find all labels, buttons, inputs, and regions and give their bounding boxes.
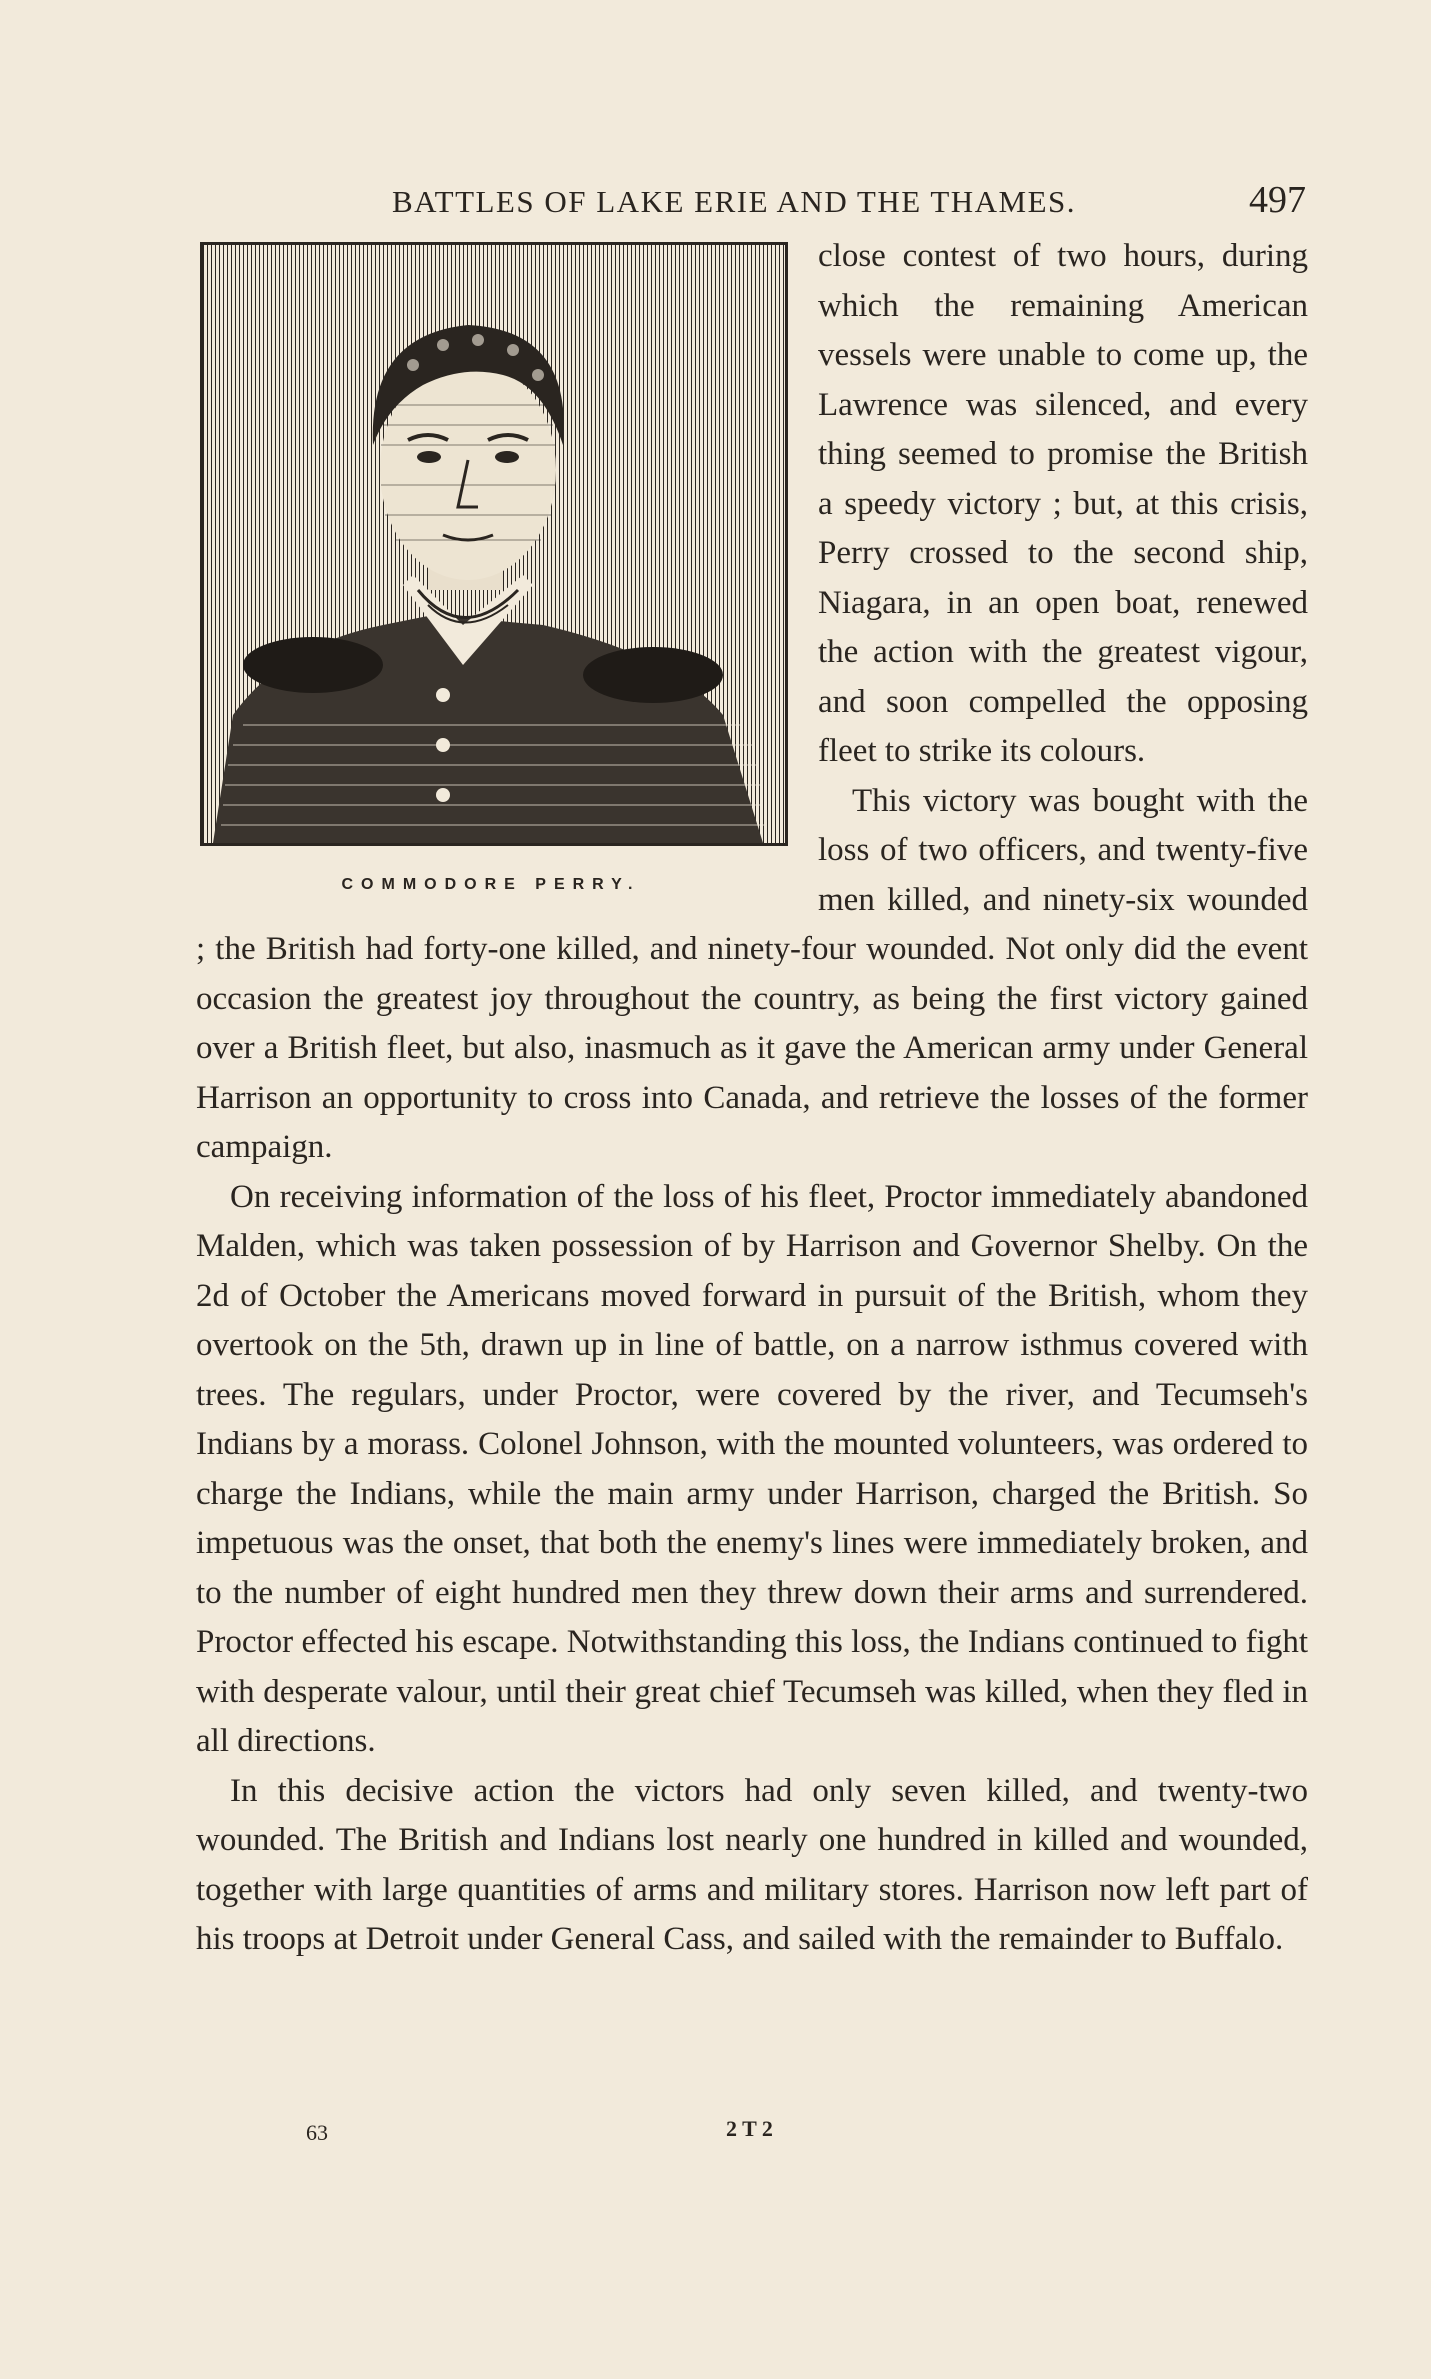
paragraph-3: On receiving information of the loss of his fleet, Proctor immediately abandoned Malden, which was taken possession of by Harrison and Governor Shelby. On the 2d of October the Americans moved forward in pursuit of the British, whom they overtook on the 5th, drawn up in line of battle, on a narrow isthmus covered with trees. The regulars, under Proctor, were covered by the river, and Tecumseh's Indians by a morass. Colonel Johnson, with the mounted volunteers, was ordered to charge the Indians, while the main army under Harrison, charged the British. So impetuous was the onset, that both the enemy's lines were immediately broken, and to the number of eight hundred men they threw down their arms and surrendered. Proctor effected his escape. Notwithstanding this loss, the Indians continued to fight with desperate valour, until their great chief Tecumseh was killed, when they fled in all directions. bbox=[196, 1178, 1308, 1759]
portrait-figure bbox=[196, 242, 796, 922]
paragraph-1-text: close contest of two hours, during which the remaining American vessels were unable to come up, the Lawrence was silenced, and every thing seemed to promise the British a speedy victory ; but, at this crisis, Perry crossed to the second ship, Niagara, in an open boat, renewed the action with the greatest vigour, and soon compelled the opposing fleet to strike its colours. bbox=[818, 238, 1308, 769]
paragraph-2: This victory was bought with the loss of two officers, and twenty-five men killed, and ninety-six wounded ; the British had forty-one killed, and ninety-four wounded. Not only did the event occasion the greatest joy throughout the country, as being the first victory gained over a British fleet, but also, inasmuch as it gave the American army under General Harrison an opportunity to cross into Canada, and retrieve the losses of the former campaign. bbox=[196, 782, 1308, 1165]
running-title: BATTLES OF LAKE ERIE AND THE THAMES. bbox=[392, 184, 1077, 219]
paragraph-4: In this decisive action the victors had only seven killed, and twenty-two wounded. The British and Indians lost nearly one hundred in killed and wounded, together with large quantities of arms and military stores. Harrison now left part of his troops at Detroit under General Cass, and sailed with the remainder to Buffalo. bbox=[196, 1772, 1308, 1957]
figure-caption: COMMODORE PERRY. bbox=[341, 876, 641, 893]
portrait-engraving-icon bbox=[200, 242, 788, 846]
signature-number: 63 bbox=[306, 2120, 328, 2145]
book-page bbox=[196, 170, 1308, 2200]
running-head bbox=[196, 170, 1308, 232]
page-number: 497 bbox=[1249, 179, 1306, 221]
body-text bbox=[196, 232, 1308, 1965]
signature-mark: 2 T 2 bbox=[726, 2116, 773, 2141]
paragraph-1 bbox=[196, 232, 1308, 893]
page-footer bbox=[196, 2116, 1308, 2160]
